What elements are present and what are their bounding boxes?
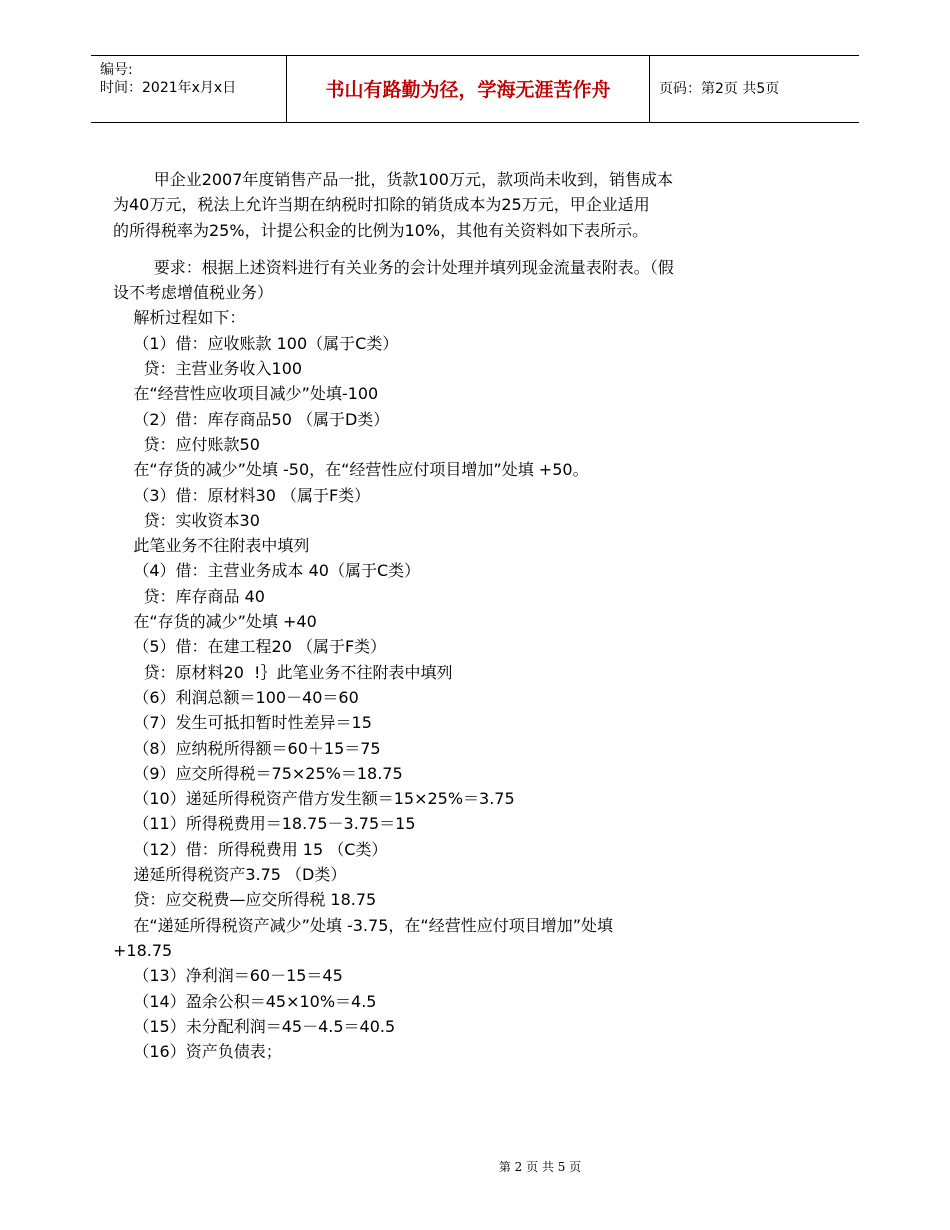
text-line: 贷：实收资本30 (113, 510, 260, 530)
text-line: 为40万元，税法上允许当期在纳税时扣除的销货成本为25万元，甲企业适用 (113, 195, 650, 215)
header-divider-right (649, 56, 650, 122)
text-line: 此笔业务不往附表中填列 (113, 536, 310, 556)
text-line: （16）资产负债表； (113, 1042, 282, 1062)
text-line: 贷：库存商品 40 (113, 586, 265, 606)
text-line: 的所得税率为25%，计提公积金的比例为10%，其他有关资料如下表所示。 (113, 220, 649, 240)
text-line: （6）利润总额＝100－40＝60 (113, 687, 359, 707)
text-line: （14）盈余公积＝45×10%＝4.5 (113, 991, 377, 1011)
text-line: 贷：主营业务收入100 (113, 359, 303, 379)
text-line: （2）借：库存商品50 （属于D类） (113, 409, 390, 429)
footer-page-number: 第 2 页 共 5 页 (498, 1160, 582, 1174)
text-line: 在“存货的减少”处填 -50，在“经营性应付项目增加”处填 +50。 (113, 460, 589, 480)
text-line: 在“存货的减少”处填 +40 (113, 612, 317, 632)
text-line: 在“经营性应收项目减少”处填-100 (113, 384, 379, 404)
header-motto: 书山有路勤为径，学海无涯苦作舟 (325, 79, 611, 101)
text-line: （12）借：所得税费用 15 （C类） (113, 839, 388, 859)
text-line: （15）未分配利润＝45－4.5＝40.5 (113, 1016, 396, 1036)
text-line: 设不考虑增值税业务） (113, 283, 274, 303)
text-line: 在“递延所得税资产减少”处填 -3.75，在“经营性应付项目增加”处填 (113, 915, 613, 935)
text-line: （5）借：在建工程20 （属于F类） (113, 637, 387, 657)
text-line: （4）借：主营业务成本 40（属于C类） (113, 561, 421, 581)
header-meta (100, 61, 286, 97)
text-line: 贷：应交税费—应交所得税 18.75 (113, 890, 377, 910)
text-line: 递延所得税资产3.75 （D类） (113, 865, 347, 885)
text-line: +18.75 (113, 940, 173, 960)
text-line: （13）净利润＝60－15＝45 (113, 966, 343, 986)
text-line: 贷：应付账款50 (113, 434, 260, 454)
header-page-label: 页码：第2页 共5页 (659, 81, 780, 97)
text-line: （9）应交所得税＝75×25%＝18.75 (113, 763, 403, 783)
text-line: 解析过程如下： (113, 308, 246, 328)
text-line: （10）递延所得税资产借方发生额＝15×25%＝3.75 (113, 789, 515, 809)
solution-section (113, 255, 773, 1065)
text-line: （11）所得税费用＝18.75－3.75＝15 (113, 814, 416, 834)
paragraph-gap (113, 243, 773, 255)
document-body (113, 167, 773, 1064)
text-line: （3）借：原材料30 （属于F类） (113, 485, 371, 505)
text-line: 甲企业2007年度销售产品一批，货款100万元，款项尚未收到，销售成本 (113, 170, 673, 189)
text-line: （1）借：应收账款 100（属于C类） (113, 333, 399, 353)
problem-paragraph (113, 167, 773, 243)
text-line: （7）发生可抵扣暂时性差异＝15 (113, 713, 372, 733)
text-line: 要求：根据上述资料进行有关业务的会计处理并填列现金流量表附表。（假 (113, 257, 674, 277)
text-line: 贷：原材料20 !｝此笔业务不往附表中填列 (113, 662, 453, 682)
page-header (91, 55, 859, 123)
page-footer (0, 1158, 950, 1175)
text-line: （8）应纳税所得额＝60＋15＝75 (113, 738, 381, 758)
serial-label: 编号: (100, 62, 133, 78)
time-label: 时间：2021年x月x日 (100, 80, 237, 96)
